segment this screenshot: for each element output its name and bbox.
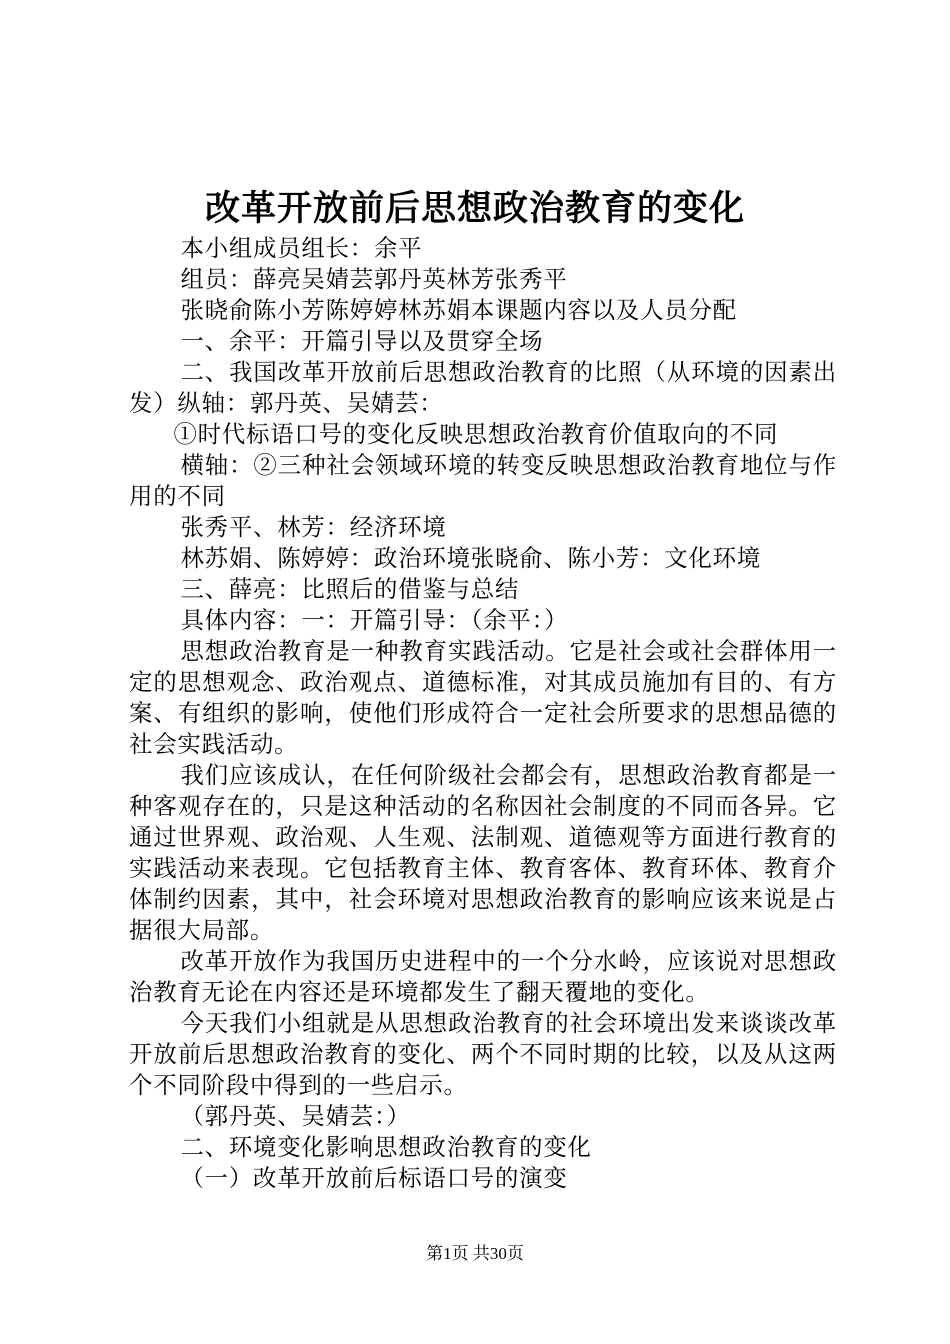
paragraph: 三、薛亮：比照后的借鉴与总结 (180, 575, 520, 603)
document-body (129, 233, 837, 1194)
paragraph: 横轴：②三种社会领域环境的转变反映思想政治教育地位与作用的不同 (129, 451, 837, 510)
page-footer (0, 1243, 950, 1265)
paragraph: 我们应该成认，在任何阶级社会都会有，思想政治教育都是一种客观存在的，只是这种活动的名称因社会制度的不同而各异。它通过世界观、政治观、人生观、法制观、道德观等方面进行教育的实践活动来表现。它包括教育主体、教育客体、教育环体、教育介体制约因素，其中，社会环境对思想政治教育的影响应该来说是占据很大局部。 (129, 761, 837, 944)
document-title: 改革开放前后思想政治教育的变化 (204, 188, 745, 229)
paragraph: （一）改革开放前后标语口号的演变 (180, 1164, 568, 1192)
paragraph: 组员：薛亮吴婧芸郭丹英林芳张秀平 (180, 265, 568, 293)
paragraph: ①时代标语口号的变化反映思想政治教育价值取向的不同 (173, 420, 779, 448)
paragraph: 具体内容：一：开篇引导：（余平：） (180, 606, 569, 634)
paragraph: （郭丹英、吴婧芸：） (180, 1102, 411, 1130)
paragraph: 二、我国改革开放前后思想政治教育的比照（从环境的因素出发）纵轴：郭丹英、吴婧芸： (129, 358, 837, 417)
paragraph: 林苏娟、陈婷婷：政治环境张晓俞、陈小芳：文化环境 (180, 544, 762, 572)
paragraph: 改革开放作为我国历史进程中的一个分水岭，应该说对思想政治教育无论在内容还是环境都发生了翻天覆地的变化。 (129, 947, 837, 1006)
paragraph: 张秀平、林芳：经济环境 (180, 513, 447, 541)
paragraph: 本小组成员组长：余平 (180, 234, 423, 262)
paragraph: 思想政治教育是一种教育实践活动。它是社会或社会群体用一定的思想观念、政治观点、道德标准，对其成员施加有目的、有方案、有组织的影响，使他们形成符合一定社会所要求的思想品德的社会实践活动。 (129, 637, 837, 758)
page-number: 第1页 共30页 (426, 1244, 524, 1263)
paragraph: 一、余平：开篇引导以及贯穿全场 (180, 327, 544, 355)
paragraph: 张晓俞陈小芳陈婷婷林苏娟本课题内容以及人员分配 (180, 296, 737, 324)
paragraph: 今天我们小组就是从思想政治教育的社会环境出发来谈谈改革开放前后思想政治教育的变化、两个不同时期的比较，以及从这两个不同阶段中得到的一些启示。 (129, 1009, 837, 1099)
paragraph: 二、环境变化影响思想政治教育的变化 (180, 1133, 592, 1161)
